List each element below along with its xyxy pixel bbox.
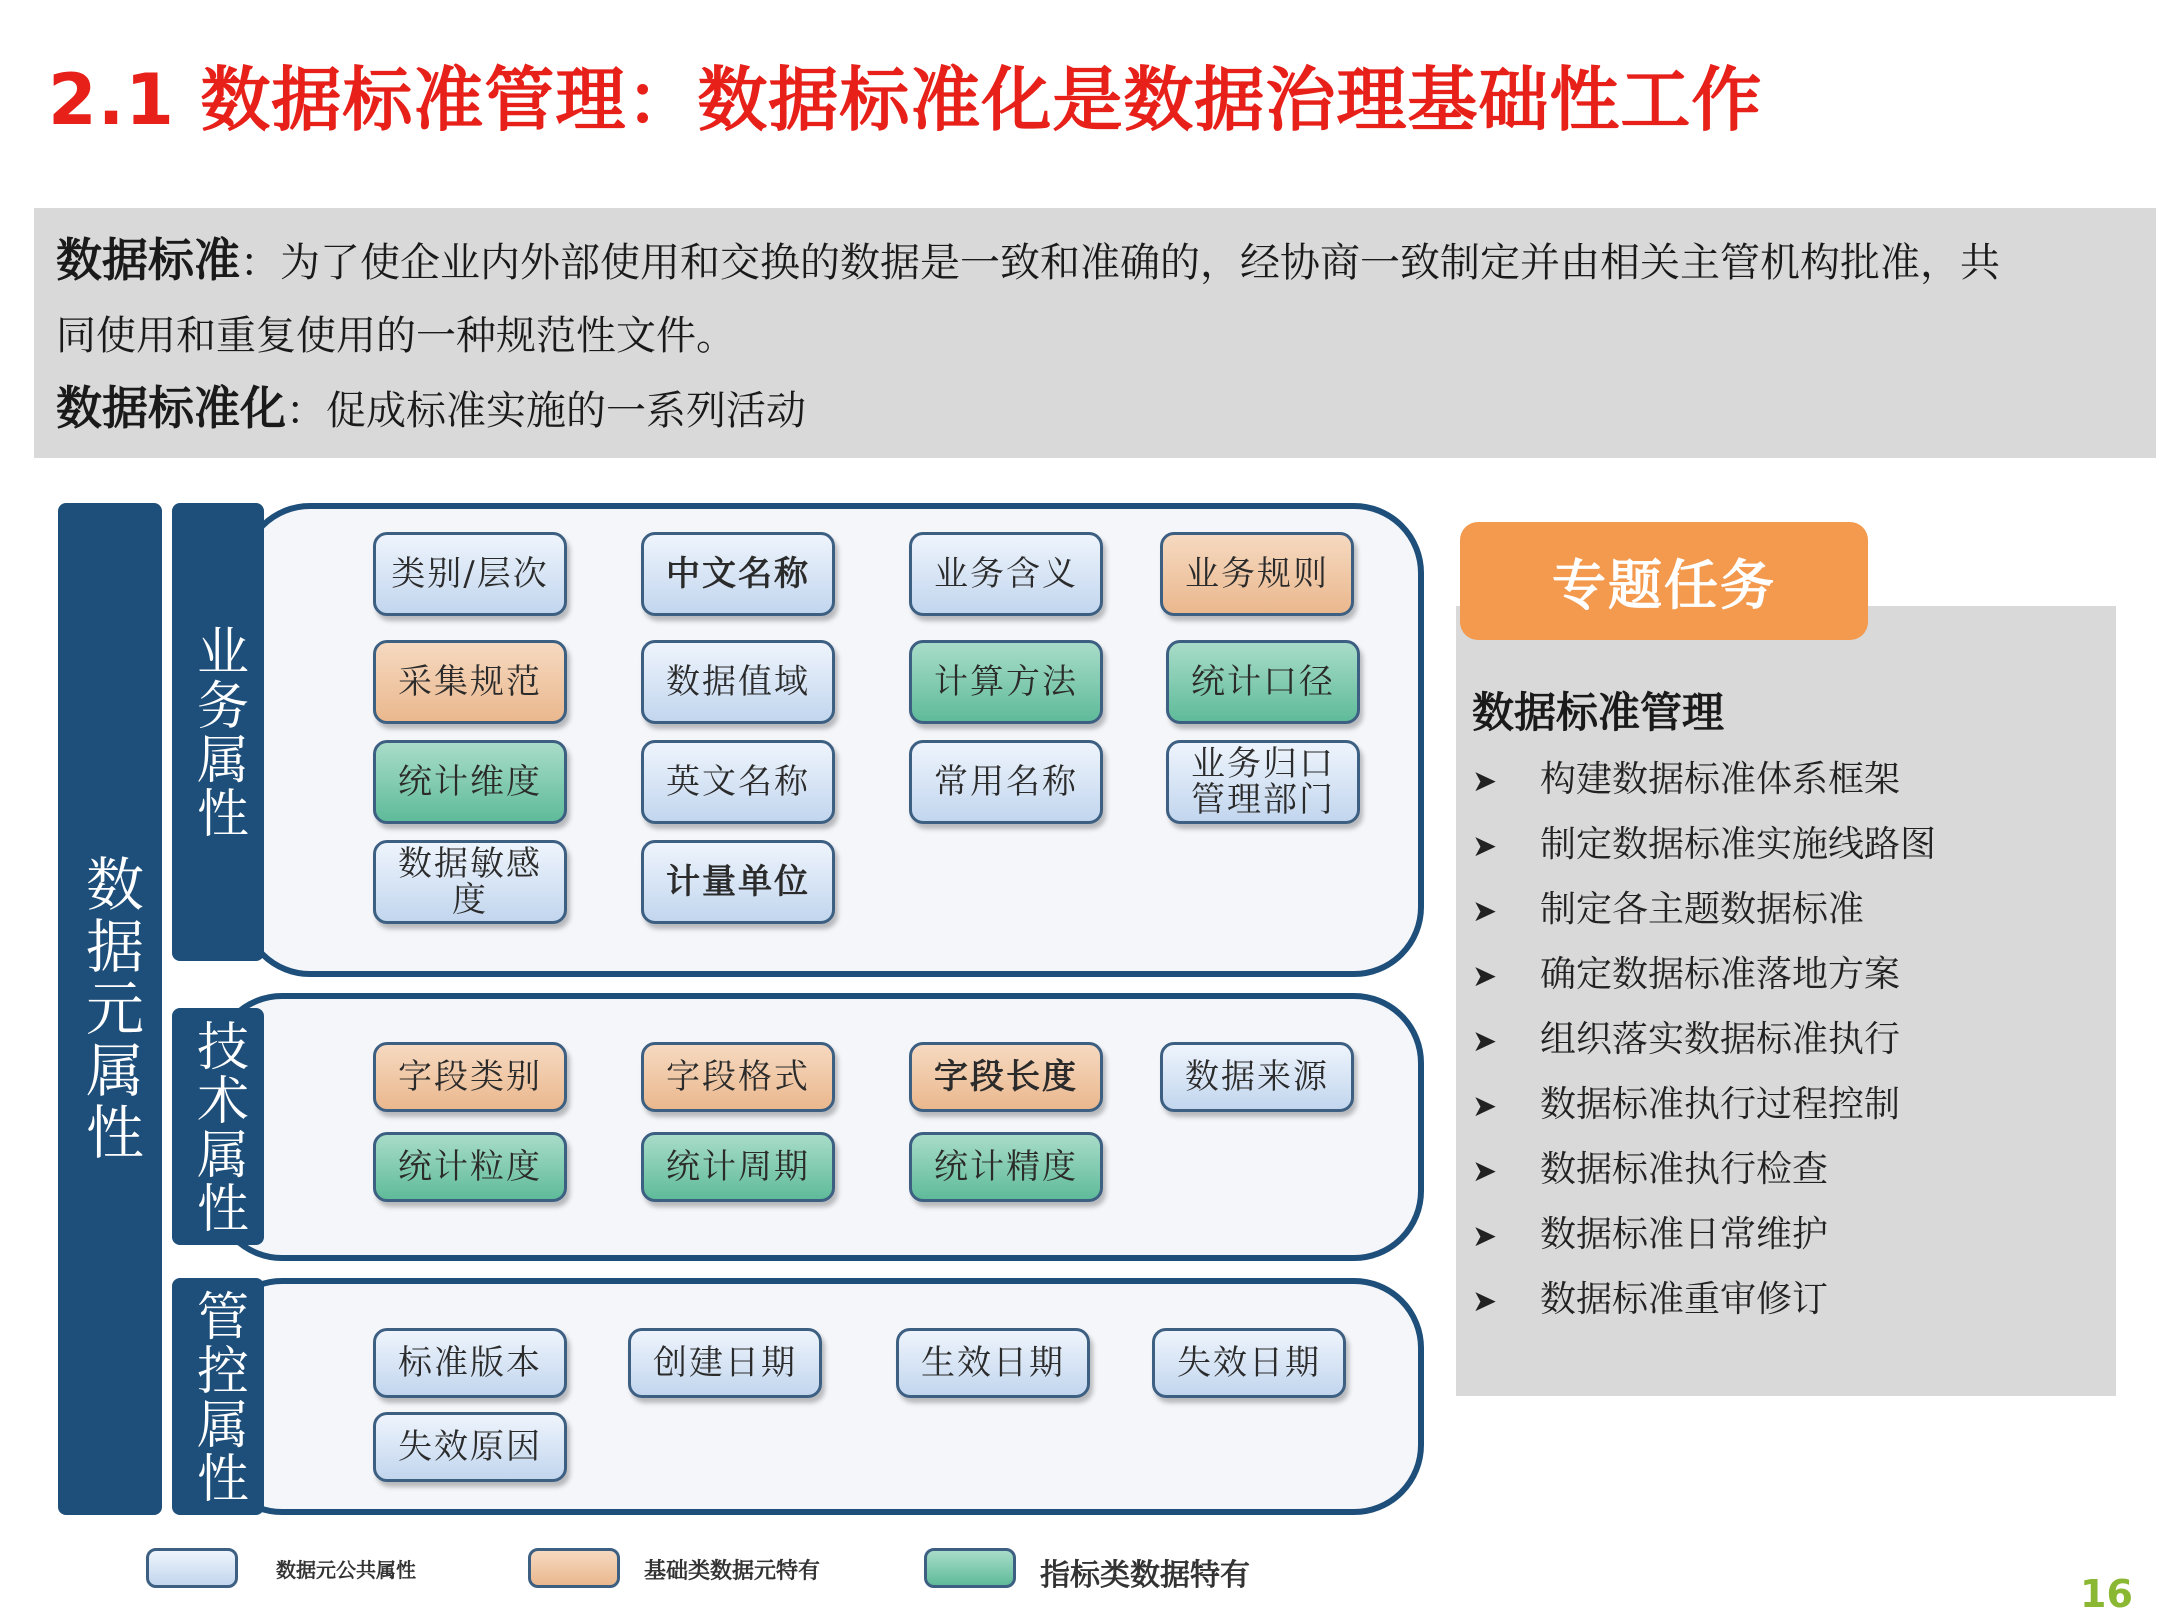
task-item-label: 数据标准重审修订 — [1540, 1279, 1829, 1320]
tag-business-7: 统计口径 — [1166, 640, 1360, 724]
bullet-arrow-icon: ➤ — [1472, 1219, 1498, 1254]
bullet-arrow-icon: ➤ — [1472, 1154, 1498, 1189]
tag-business-0: 类别/层次 — [373, 532, 567, 616]
definition-box — [34, 208, 2156, 458]
task-item — [1472, 1275, 1828, 1325]
task-item — [1472, 755, 1900, 805]
tag-control-3: 失效日期 — [1152, 1328, 1346, 1398]
bullet-arrow-icon: ➤ — [1472, 1024, 1498, 1059]
definition-line-3 — [56, 378, 806, 441]
tag-control-4: 失效原因 — [373, 1412, 567, 1482]
control-attributes-bar: 管控属性 — [172, 1278, 264, 1515]
task-item — [1472, 820, 1936, 870]
tag-business-11: 业务归口管理部门 — [1166, 740, 1360, 824]
tag-business-5: 数据值域 — [641, 640, 835, 724]
tag-business-4: 采集规范 — [373, 640, 567, 724]
task-item-label: 组织落实数据标准执行 — [1540, 1019, 1901, 1060]
bullet-arrow-icon: ➤ — [1472, 829, 1498, 864]
tag-technical-6: 统计精度 — [909, 1132, 1103, 1202]
task-item-label: 数据标准执行检查 — [1540, 1149, 1829, 1190]
data-element-attributes-bar: 数据元属性 — [58, 503, 162, 1515]
tag-business-13: 计量单位 — [641, 840, 835, 924]
legend-swatch-basic — [528, 1548, 620, 1588]
task-item — [1472, 885, 1864, 935]
legend-label-common: 数据元公共属性 — [276, 1558, 416, 1582]
tag-business-6: 计算方法 — [909, 640, 1103, 724]
definition-line-1 — [56, 230, 2000, 293]
tag-technical-2: 字段长度 — [909, 1042, 1103, 1112]
tag-business-1: 中文名称 — [641, 532, 835, 616]
task-item — [1472, 1080, 1900, 1130]
task-item — [1472, 950, 1900, 1000]
term-data-standard: 数据标准 — [56, 233, 240, 287]
task-item — [1472, 1015, 1900, 1065]
bullet-arrow-icon: ➤ — [1472, 1284, 1498, 1319]
tag-business-2: 业务含义 — [909, 532, 1103, 616]
tag-control-1: 创建日期 — [628, 1328, 822, 1398]
tag-control-0: 标准版本 — [373, 1328, 567, 1398]
task-item-label: 构建数据标准体系框架 — [1540, 759, 1901, 800]
task-item-label: 确定数据标准落地方案 — [1540, 954, 1901, 995]
legend-label-basic: 基础类数据元特有 — [644, 1559, 821, 1584]
bullet-arrow-icon: ➤ — [1472, 894, 1498, 929]
definition-text-1b: 同使用和重复使用的一种规范性文件。 — [56, 313, 736, 359]
tag-business-3: 业务规则 — [1160, 532, 1354, 616]
tag-technical-4: 统计粒度 — [373, 1132, 567, 1202]
task-item-label: 数据标准执行过程控制 — [1540, 1084, 1901, 1125]
definition-text-2: ：促成标准实施的一系列活动 — [286, 388, 806, 434]
term-data-standardization: 数据标准化 — [56, 381, 286, 435]
tag-technical-3: 数据来源 — [1160, 1042, 1354, 1112]
task-item — [1472, 1145, 1828, 1195]
tag-technical-1: 字段格式 — [641, 1042, 835, 1112]
tag-business-10: 常用名称 — [909, 740, 1103, 824]
technical-panel — [212, 993, 1424, 1261]
technical-attributes-bar: 技术属性 — [172, 1008, 264, 1245]
tag-technical-0: 字段类别 — [373, 1042, 567, 1112]
tag-control-2: 生效日期 — [896, 1328, 1090, 1398]
task-item-label: 制定数据标准实施线路图 — [1540, 824, 1937, 865]
definition-line-2 — [56, 306, 736, 366]
bullet-arrow-icon: ➤ — [1472, 959, 1498, 994]
tag-business-8: 统计维度 — [373, 740, 567, 824]
legend-swatch-common — [146, 1548, 238, 1588]
legend-swatch-metric — [924, 1548, 1016, 1588]
definition-text-1a: ：为了使企业内外部使用和交换的数据是一致和准确的，经协商一致制定并由相关主管机构批准，共 — [240, 240, 2000, 286]
task-subtitle: 数据标准管理 — [1472, 688, 1725, 737]
tag-technical-5: 统计周期 — [641, 1132, 835, 1202]
task-item — [1472, 1210, 1828, 1260]
legend-label-metric: 指标类数据特有 — [1040, 1558, 1250, 1593]
business-attributes-bar: 业务属性 — [172, 503, 264, 961]
page-number: 16 — [2080, 1572, 2133, 1616]
bullet-arrow-icon: ➤ — [1472, 764, 1498, 799]
tag-business-12: 数据敏感度 — [373, 840, 567, 924]
task-item-label: 数据标准日常维护 — [1540, 1214, 1829, 1255]
bullet-arrow-icon: ➤ — [1472, 1089, 1498, 1124]
task-header: 专题任务 — [1460, 522, 1868, 640]
tag-business-9: 英文名称 — [641, 740, 835, 824]
task-item-label: 制定各主题数据标准 — [1540, 889, 1865, 930]
page-title: 2.1 数据标准管理：数据标准化是数据治理基础性工作 — [48, 59, 1763, 141]
